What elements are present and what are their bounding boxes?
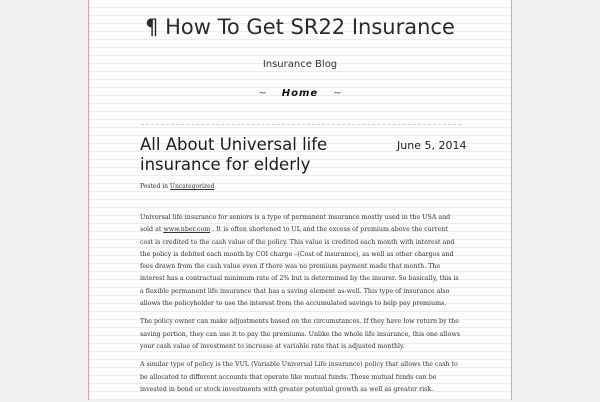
post-paragraph-2: The policy owner can make adjustments based on the circumstances. If they have low return by the saving portion, they can use it to pay the premiums. Unlike the whole life insurance, this one allows your cash value of investment to increase at variable rate that is adjusted monthly. [140,318,460,350]
main-nav [89,88,511,99]
category-link[interactable]: Uncategorized [169,183,215,190]
post-title[interactable]: All About Universal life insurance for elderly [140,135,328,174]
page-column [88,0,512,400]
post-paragraph-1 [140,212,462,310]
post-content [140,212,462,402]
p1-text-before: Universal life insurance for seniors is a type of permanent insurance mostly used in the USA and sold at [140,214,451,234]
nav-right-tilde: ~ [333,88,342,99]
header-divider [141,124,461,125]
post-paragraph-3: A similar type of policy is the VUL (Variable Universal Life insurance) policy that allows the cash to be allocated to different accounts that operate like mutual funds. These mutual funds can be invested in bond or stock investments with greater potential growth as well as greater risk. [140,361,458,393]
nav-home-link[interactable]: Home [281,88,319,99]
posted-in-prefix: Posted in [140,183,170,190]
p1-text-after: . It is often shortened to UL and the excess of premium above the current cost is credited to the cash value of the policy. This value is credited each month with interest and the policy is debited each month by COI charge –(Cost of insurance), as well as other charges and fees drawn from the cash value even if there was no premium payment made that month. The interest has a contractual minimum rate of 2% but is determined by the insurer. So basically, this is a flexible permanent life insurance that has a saving element as-well. This type of insurance also allows the policyholder to use the interest from the accumulated savings to help pay premiums. [140,226,459,308]
site-description: Insurance Blog [262,59,338,70]
site-title[interactable]: ¶ How To Get SR22 Insurance [145,15,455,39]
post-date: June 5, 2014 [397,139,467,152]
nav-left-tilde: ~ [258,88,267,99]
post-meta [140,183,215,190]
nber-link[interactable]: www.nber.com [163,226,211,234]
